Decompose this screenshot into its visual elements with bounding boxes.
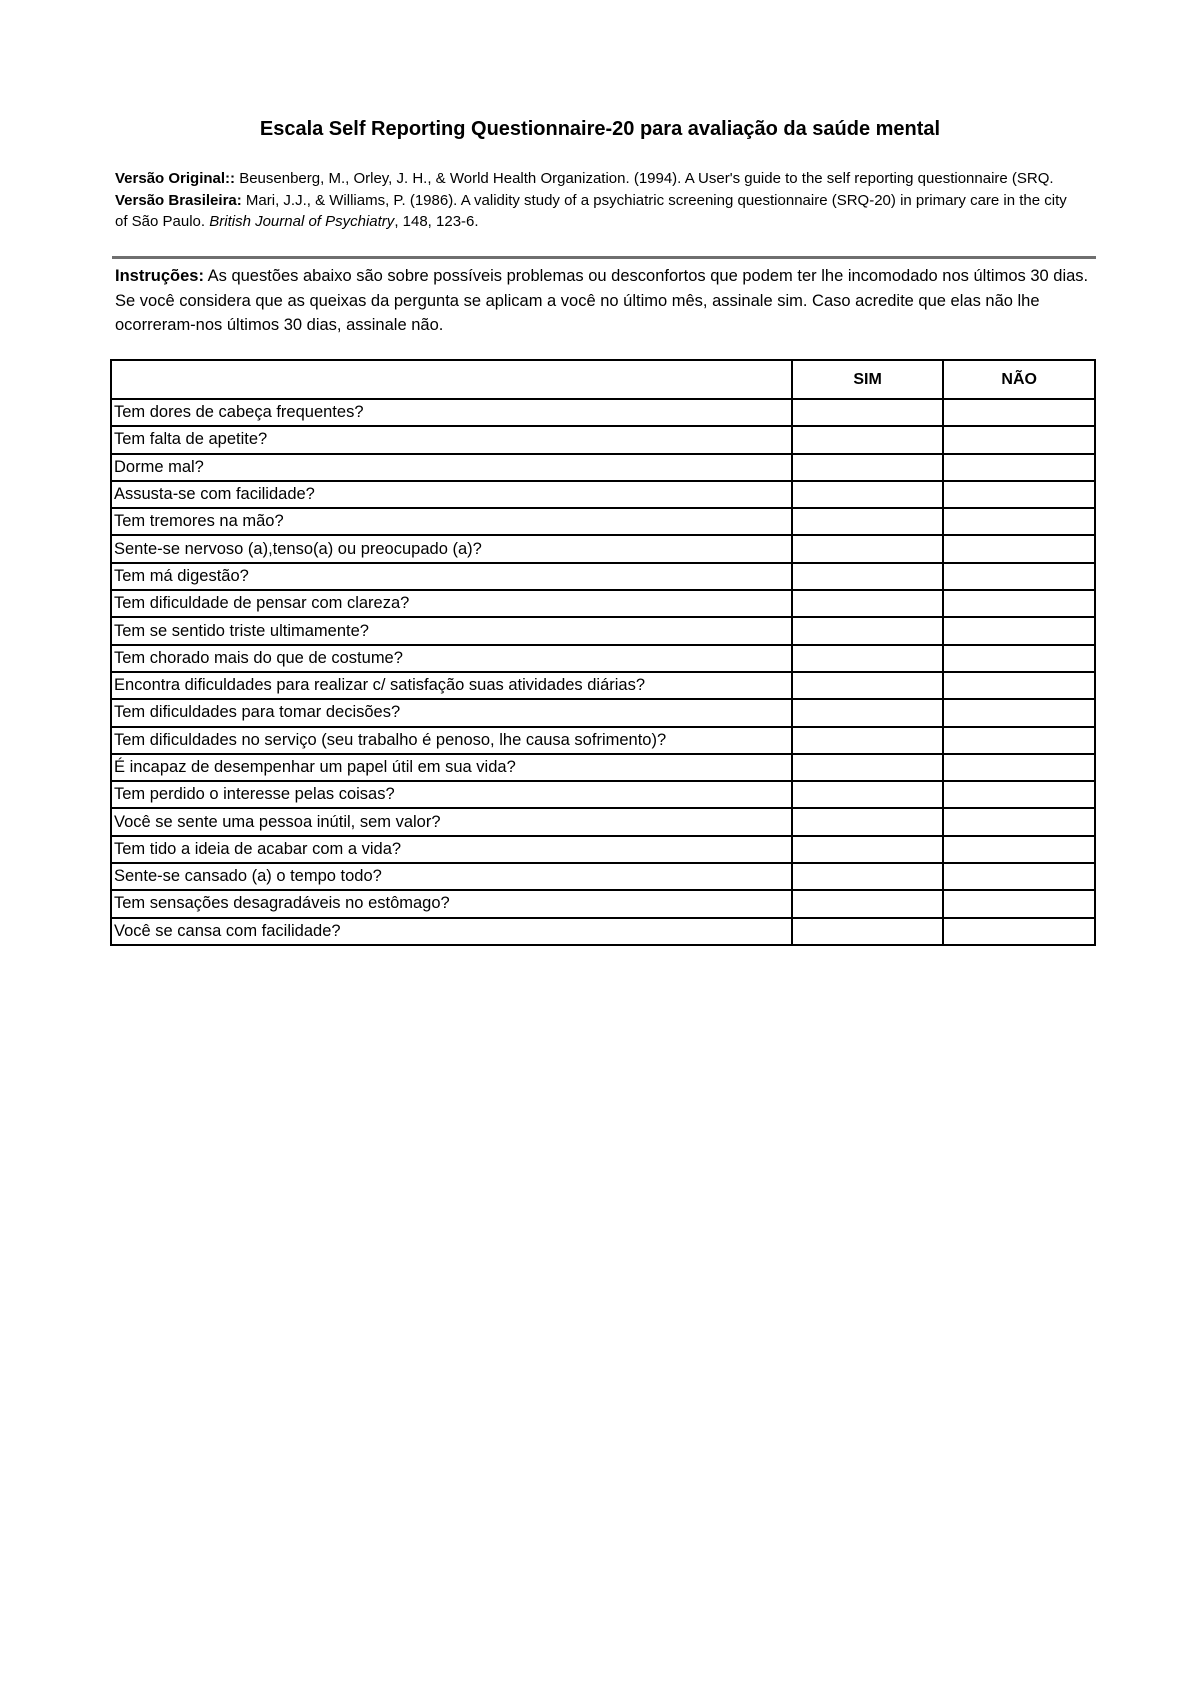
header-nao: NÃO xyxy=(943,360,1095,399)
question-text: Tem falta de apetite? xyxy=(111,426,792,453)
section-divider xyxy=(112,256,1096,259)
question-text: Tem dificuldade de pensar com clareza? xyxy=(111,590,792,617)
brazilian-version-text: Mari, J.J., & Williams, P. (1986). A validity study of a psychiatric screening questionnaire (SRQ-20) in primary care in the city of São Paulo. xyxy=(115,191,1067,230)
answer-cell-sim[interactable] xyxy=(792,481,944,508)
question-text: Tem perdido o interesse pelas coisas? xyxy=(111,781,792,808)
answer-cell-sim[interactable] xyxy=(792,727,944,754)
answer-cell-nao[interactable] xyxy=(943,617,1095,644)
questionnaire-table xyxy=(110,359,1096,946)
header-sim: SIM xyxy=(792,360,944,399)
answer-cell-sim[interactable] xyxy=(792,754,944,781)
answer-cell-sim[interactable] xyxy=(792,617,944,644)
instructions-text: As questões abaixo são sobre possíveis problemas ou desconfortos que podem ter lhe incomodado nos últimos 30 dias. Se você considera que as queixas da pergunta se aplicam a você no último mês, assinale sim. Caso acredite que elas não lhe ocorreram-nos últimos 30 dias, assinale não. xyxy=(115,267,1089,334)
answer-cell-nao[interactable] xyxy=(943,672,1095,699)
table-row xyxy=(111,836,1095,863)
question-text: Tem se sentido triste ultimamente? xyxy=(111,617,792,644)
question-text: Tem sensações desagradáveis no estômago? xyxy=(111,890,792,917)
original-version-text: Beusenberg, M., Orley, J. H., & World Health Organization. (1994). A User's guide to the self reporting questionnaire (SRQ. xyxy=(235,170,1054,187)
table-row xyxy=(111,672,1095,699)
document-title: Escala Self Reporting Questionnaire-20 para avaliação da saúde mental xyxy=(259,118,941,140)
question-text: Dorme mal? xyxy=(111,454,792,481)
answer-cell-sim[interactable] xyxy=(792,535,944,562)
question-text: Tem dificuldades para tomar decisões? xyxy=(111,699,792,726)
table-row xyxy=(111,481,1095,508)
table-row xyxy=(111,563,1095,590)
answer-cell-sim[interactable] xyxy=(792,863,944,890)
table-header-row xyxy=(111,360,1095,399)
answer-cell-nao[interactable] xyxy=(943,535,1095,562)
answer-cell-sim[interactable] xyxy=(792,426,944,453)
table-row xyxy=(111,454,1095,481)
answer-cell-sim[interactable] xyxy=(792,508,944,535)
question-text: Tem dores de cabeça frequentes? xyxy=(111,399,792,426)
answer-cell-nao[interactable] xyxy=(943,481,1095,508)
answer-cell-nao[interactable] xyxy=(943,918,1095,945)
answer-cell-nao[interactable] xyxy=(943,426,1095,453)
answer-cell-nao[interactable] xyxy=(943,590,1095,617)
table-row xyxy=(111,645,1095,672)
table-row xyxy=(111,727,1095,754)
answer-cell-nao[interactable] xyxy=(943,645,1095,672)
answer-cell-nao[interactable] xyxy=(943,699,1095,726)
table-row xyxy=(111,508,1095,535)
citation-end: , 148, 123-6. xyxy=(394,213,479,230)
table-row xyxy=(111,781,1095,808)
answer-cell-sim[interactable] xyxy=(792,808,944,835)
answer-cell-sim[interactable] xyxy=(792,699,944,726)
table-row xyxy=(111,535,1095,562)
journal-name: British Journal of Psychiatry xyxy=(209,213,395,230)
question-text: Tem má digestão? xyxy=(111,563,792,590)
question-text: Você se cansa com facilidade? xyxy=(111,918,792,945)
table-row xyxy=(111,617,1095,644)
instructions-label: Instruções: xyxy=(115,267,204,285)
answer-cell-nao[interactable] xyxy=(943,399,1095,426)
question-rows xyxy=(111,399,1095,945)
table-row xyxy=(111,699,1095,726)
question-text: Encontra dificuldades para realizar c/ satisfação suas atividades diárias? xyxy=(111,672,792,699)
answer-cell-nao[interactable] xyxy=(943,863,1095,890)
answer-cell-sim[interactable] xyxy=(792,781,944,808)
question-text: Sente-se cansado (a) o tempo todo? xyxy=(111,863,792,890)
question-text: Assusta-se com facilidade? xyxy=(111,481,792,508)
answer-cell-nao[interactable] xyxy=(943,836,1095,863)
question-text: Sente-se nervoso (a),tenso(a) ou preocupado (a)? xyxy=(111,535,792,562)
answer-cell-nao[interactable] xyxy=(943,454,1095,481)
original-version-label: Versão Original:: xyxy=(115,170,236,187)
table-row xyxy=(111,890,1095,917)
question-text: Tem tremores na mão? xyxy=(111,508,792,535)
answer-cell-sim[interactable] xyxy=(792,454,944,481)
answer-cell-sim[interactable] xyxy=(792,590,944,617)
table-row xyxy=(111,754,1095,781)
header-question xyxy=(111,360,792,399)
answer-cell-nao[interactable] xyxy=(943,890,1095,917)
answer-cell-sim[interactable] xyxy=(792,672,944,699)
table-row xyxy=(111,863,1095,890)
answer-cell-nao[interactable] xyxy=(943,508,1095,535)
table-row xyxy=(111,918,1095,945)
answer-cell-nao[interactable] xyxy=(943,808,1095,835)
reference-block xyxy=(115,168,1075,233)
question-text: Tem tido a ideia de acabar com a vida? xyxy=(111,836,792,863)
answer-cell-nao[interactable] xyxy=(943,563,1095,590)
answer-cell-sim[interactable] xyxy=(792,890,944,917)
table-row xyxy=(111,399,1095,426)
answer-cell-sim[interactable] xyxy=(792,645,944,672)
table-row xyxy=(111,426,1095,453)
question-text: É incapaz de desempenhar um papel útil em sua vida? xyxy=(111,754,792,781)
question-text: Tem chorado mais do que de costume? xyxy=(111,645,792,672)
table-row xyxy=(111,590,1095,617)
answer-cell-nao[interactable] xyxy=(943,754,1095,781)
answer-cell-sim[interactable] xyxy=(792,399,944,426)
answer-cell-nao[interactable] xyxy=(943,727,1095,754)
answer-cell-sim[interactable] xyxy=(792,836,944,863)
table-row xyxy=(111,808,1095,835)
answer-cell-sim[interactable] xyxy=(792,563,944,590)
answer-cell-sim[interactable] xyxy=(792,918,944,945)
instructions-block xyxy=(115,264,1090,338)
brazilian-version-label: Versão Brasileira: xyxy=(115,191,242,209)
answer-cell-nao[interactable] xyxy=(943,781,1095,808)
question-text: Tem dificuldades no serviço (seu trabalho é penoso, lhe causa sofrimento)? xyxy=(111,727,792,754)
question-text: Você se sente uma pessoa inútil, sem valor? xyxy=(111,808,792,835)
